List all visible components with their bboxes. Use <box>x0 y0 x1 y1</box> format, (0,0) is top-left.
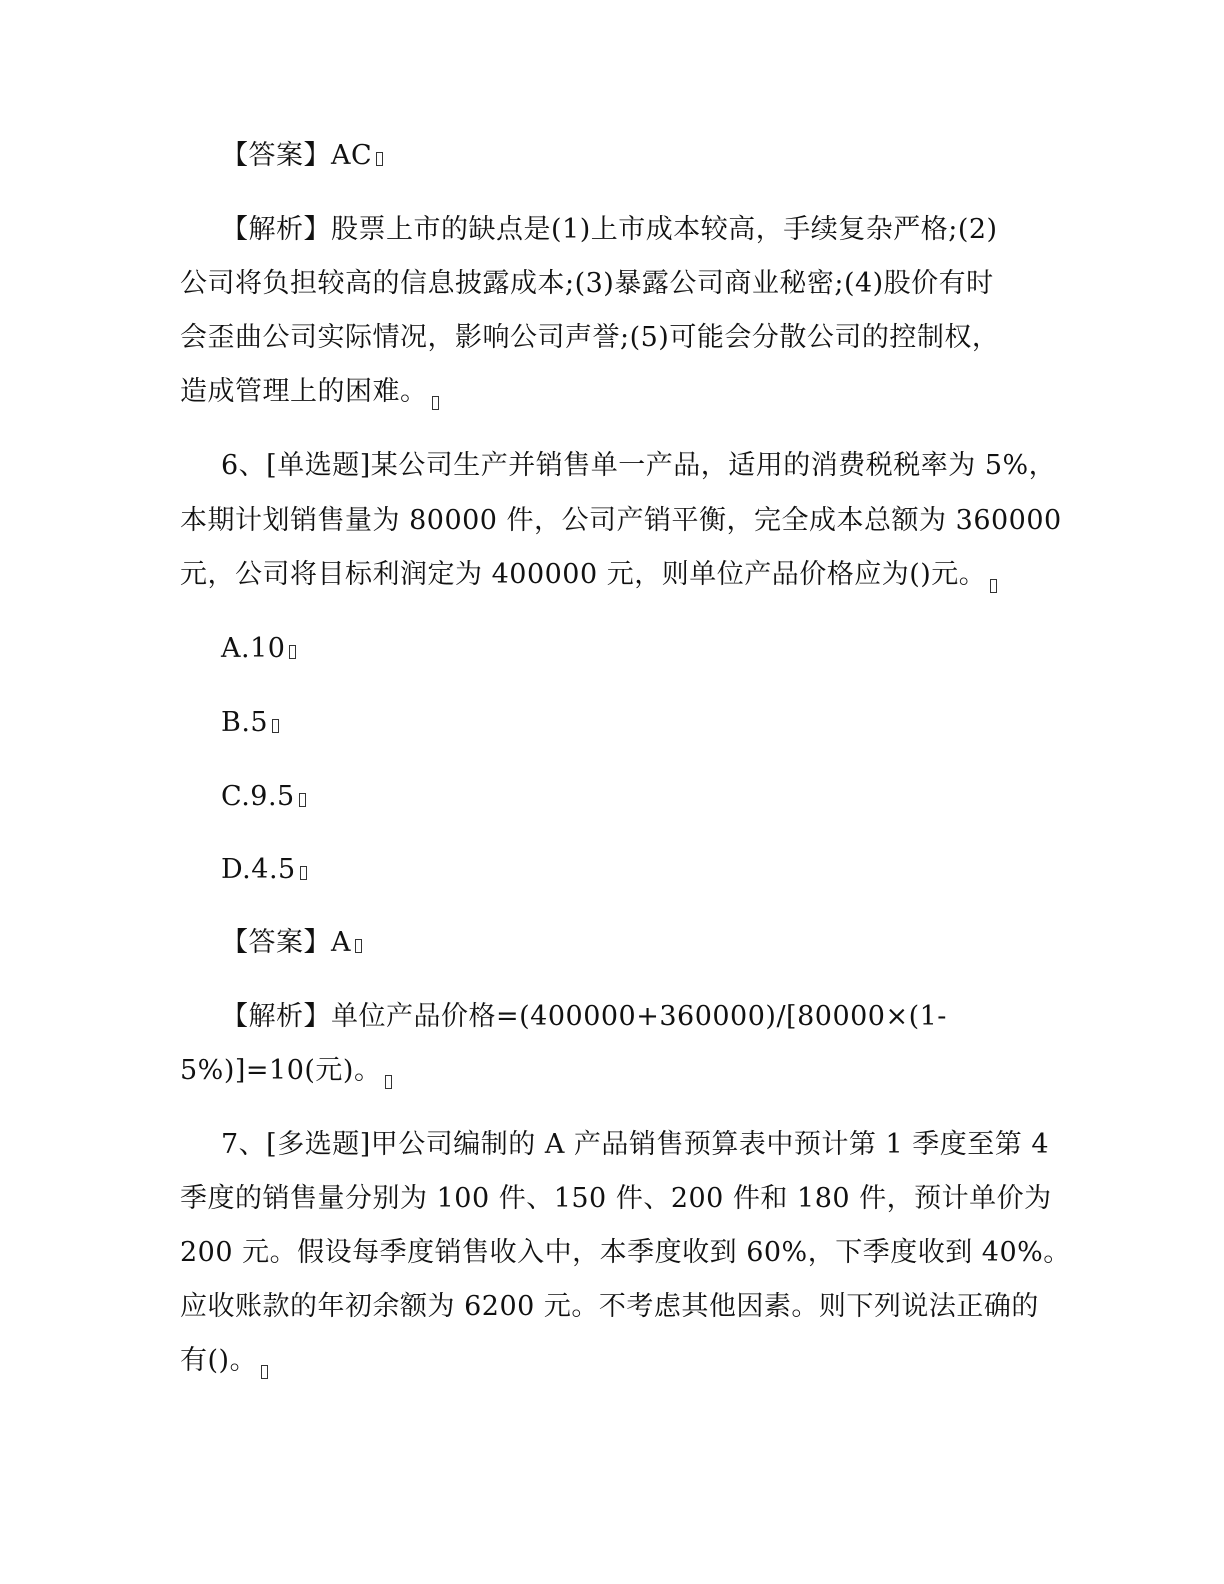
paragraph-mark-icon <box>261 1365 268 1379</box>
q7-question-line-2: 季度的销售量分别为 100 件、150 件、200 件和 180 件，预计单价为 <box>180 1183 1052 1214</box>
q7-question-line-5: 有()。 <box>180 1343 268 1379</box>
paragraph-mark-icon <box>272 719 279 733</box>
paragraph-mark-icon <box>289 645 296 659</box>
paragraph-mark-icon <box>432 396 439 410</box>
q5-analysis-line-1: 【解析】股票上市的缺点是(1)上市成本较高，手续复杂严格;(2) <box>221 214 998 245</box>
q6-option-a: A.10 <box>221 631 296 667</box>
q6-option-c: C.9.5 <box>221 779 306 815</box>
q6-question-line-3: 元，公司将目标利润定为 400000 元，则单位产品价格应为()元。 <box>180 557 997 593</box>
q5-analysis-line-3: 会歪曲公司实际情况，影响公司声誉;(5)可能会分散公司的控制权， <box>180 322 1000 353</box>
paragraph-mark-icon <box>300 866 307 880</box>
paragraph-mark-icon <box>299 793 306 807</box>
q6-analysis-line-1: 【解析】单位产品价格=(400000+360000)/[80000×(1- <box>221 1001 947 1032</box>
paragraph-mark-icon <box>385 1075 392 1089</box>
paragraph-mark-icon <box>376 152 383 166</box>
q7-question-line-1: 7、[多选题]甲公司编制的 A 产品销售预算表中预计第 1 季度至第 4 <box>221 1129 1050 1160</box>
q7-question-line-4: 应收账款的年初余额为 6200 元。不考虑其他因素。则下列说法正确的 <box>180 1291 1039 1322</box>
q6-question-line-1: 6、[单选题]某公司生产并销售单一产品，适用的消费税税率为 5%， <box>221 450 1057 481</box>
q6-option-b: B.5 <box>221 705 279 741</box>
q6-answer: 【答案】A <box>221 925 362 961</box>
paragraph-mark-icon <box>355 939 362 953</box>
q5-analysis-line-2: 公司将负担较高的信息披露成本;(3)暴露公司商业秘密;(4)股价有时 <box>180 268 994 299</box>
q6-option-d: D.4.5 <box>221 852 307 888</box>
q6-question-line-2: 本期计划销售量为 80000 件，公司产销平衡，完全成本总额为 360000 <box>180 505 1062 536</box>
paragraph-mark-icon <box>990 579 997 593</box>
q5-answer: 【答案】AC <box>221 138 383 174</box>
q5-analysis-line-4: 造成管理上的困难。 <box>180 374 439 410</box>
q6-analysis-line-2: 5%)]=10(元)。 <box>180 1053 392 1089</box>
q7-question-line-3: 200 元。假设每季度销售收入中，本季度收到 60%，下季度收到 40%。 <box>180 1237 1071 1268</box>
